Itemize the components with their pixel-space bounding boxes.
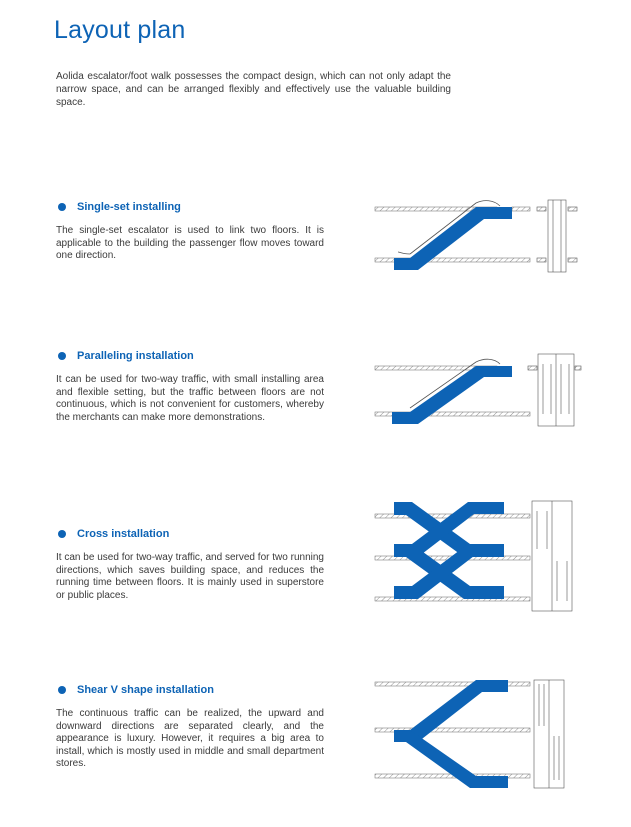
section-cross: [56, 528, 326, 602]
bullet-dot-icon: [58, 530, 66, 538]
bullet-dot-icon: [58, 203, 66, 211]
cross-escalator-diagram: [372, 497, 582, 617]
single-set-escalator-diagram: [372, 196, 572, 276]
section-heading: [56, 201, 326, 213]
section-description: The continuous traffic can be realized, the upward and downward directions are separated clearly, and the appearance is luxury. However, it requires a big area to install, which is mostly used in middle and small department stores.: [56, 708, 324, 770]
section-heading-label: Shear V shape installation: [77, 684, 214, 696]
escalator-plan-view: [528, 354, 581, 426]
shear-v-escalator-diagram: [372, 676, 582, 791]
page-title: Layout plan: [54, 16, 186, 44]
escalator-plan-view: [534, 680, 564, 788]
section-shear-v: [56, 684, 326, 771]
section-heading: [56, 684, 326, 696]
section-heading-label: Cross installation: [77, 528, 170, 540]
section-heading-label: Paralleling installation: [77, 350, 194, 362]
section-description: The single-set escalator is used to link two floors. It is applicable to the building the passenger flow moves toward one direction.: [56, 225, 324, 262]
escalator-truss-down: [394, 730, 508, 788]
bullet-dot-icon: [58, 352, 66, 360]
bullet-dot-icon: [58, 686, 66, 694]
section-paralleling: [56, 350, 326, 424]
intro-paragraph: Aolida escalator/foot walk possesses the compact design, which can not only adapt the narrow space, and can be arranged flexibly and effectively use the valuable building space.: [56, 71, 451, 108]
section-description: It can be used for two-way traffic, with small installing area and flexible setting, but the traffic between floors are not continuous, which is not convenient for customers, whereby the merchants can make more demonstrations.: [56, 374, 324, 423]
section-description: It can be used for two-way traffic, and served for two running directions, which saves building space, and reduces the running time between floors. It is mainly used in superstore or public places.: [56, 552, 324, 601]
escalator-plan-view: [532, 501, 572, 611]
section-heading-label: Single-set installing: [77, 201, 181, 213]
section-single-set: [56, 201, 326, 263]
escalator-plan-view: [537, 200, 577, 272]
section-heading: [56, 528, 326, 540]
section-heading: [56, 350, 326, 362]
paralleling-escalator-diagram: [372, 350, 582, 432]
